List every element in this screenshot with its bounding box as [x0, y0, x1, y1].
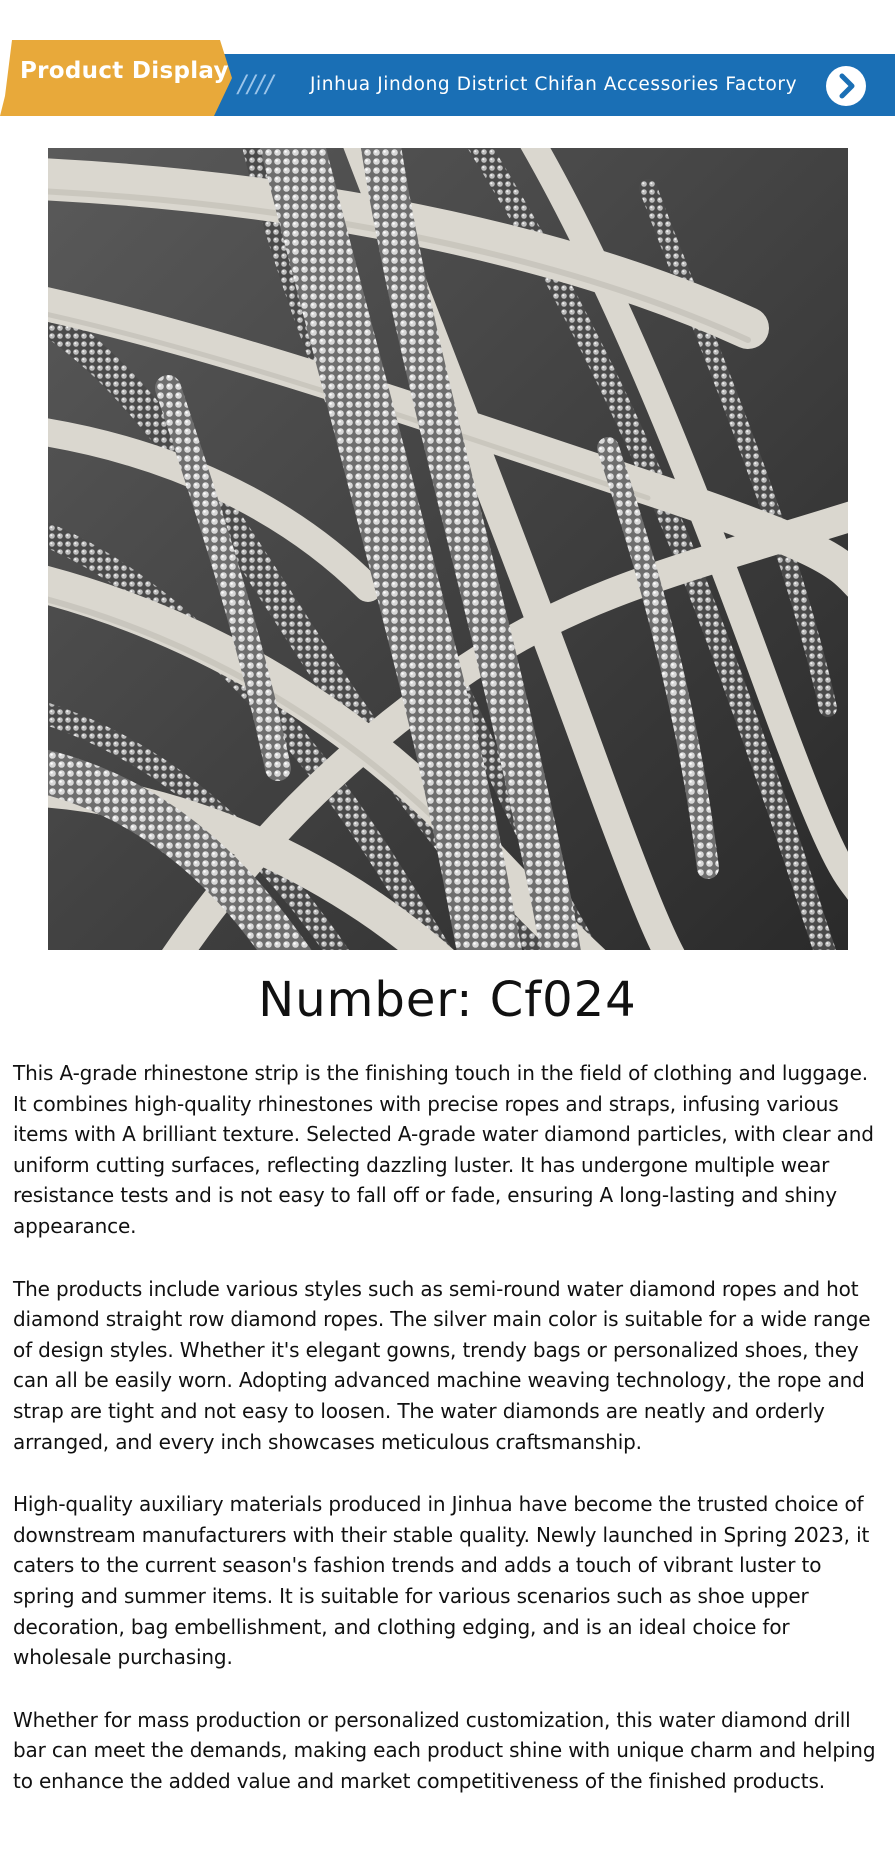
product-photo: [48, 148, 848, 950]
banner-title: Product Display: [20, 58, 229, 84]
description-paragraph-2: The products include various styles such as semi-round water diamond ropes and hot diamond straight row diamond ropes. The silver main color is suitable for a wide range of design styles. Whether it's elegant gowns, trendy bags or personalized shoes, they can all be easily worn. Adopting advanced machine weaving technology, the rope and strap are tight and not easy to loosen. The water diamonds are neatly and orderly arranged, and every inch showcases meticulous craftsmanship.: [13, 1276, 871, 1454]
description-paragraph-4: Whether for mass production or personalized customization, this water diamond drill bar can meet the demands, making each product shine with unique charm and helping to enhance the added value and market competitiveness of the finished products.: [13, 1707, 876, 1793]
rhinestone-strips-image: [48, 148, 848, 950]
banner-slash-decoration: ////: [238, 70, 275, 98]
product-description: [13, 1058, 887, 1828]
description-paragraph-3: High-quality auxiliary materials produced in Jinhua have become the trusted choice of downstream manufacturers with their stable quality. Newly launched in Spring 2023, it caters to the current season's fashion trends and adds a touch of vibrant luster to spring and summer items. It is suitable for various scenarios such as shoe upper decoration, bag embellishment, and clothing edging, and is an ideal choice for wholesale purchasing.: [13, 1492, 870, 1670]
play-circle-icon[interactable]: [826, 66, 866, 106]
product-number: Number: Cf024: [258, 972, 637, 1028]
product-display-banner: [0, 40, 895, 116]
company-name: Jinhua Jindong District Chifan Accessories Factory: [310, 74, 798, 95]
play-arrow-icon: [826, 66, 866, 106]
description-paragraph-1: This A-grade rhinestone strip is the finishing touch in the field of clothing and luggage. It combines high-quality rhinestones with precise ropes and straps, infusing various items with A brilliant texture. Selected A-grade water diamond particles, with clear and uniform cutting surfaces, reflecting dazzling luster. It has undergone multiple wear resistance tests and is not easy to fall off or fade, ensuring A long-lasting and shiny appearance.: [13, 1061, 874, 1238]
